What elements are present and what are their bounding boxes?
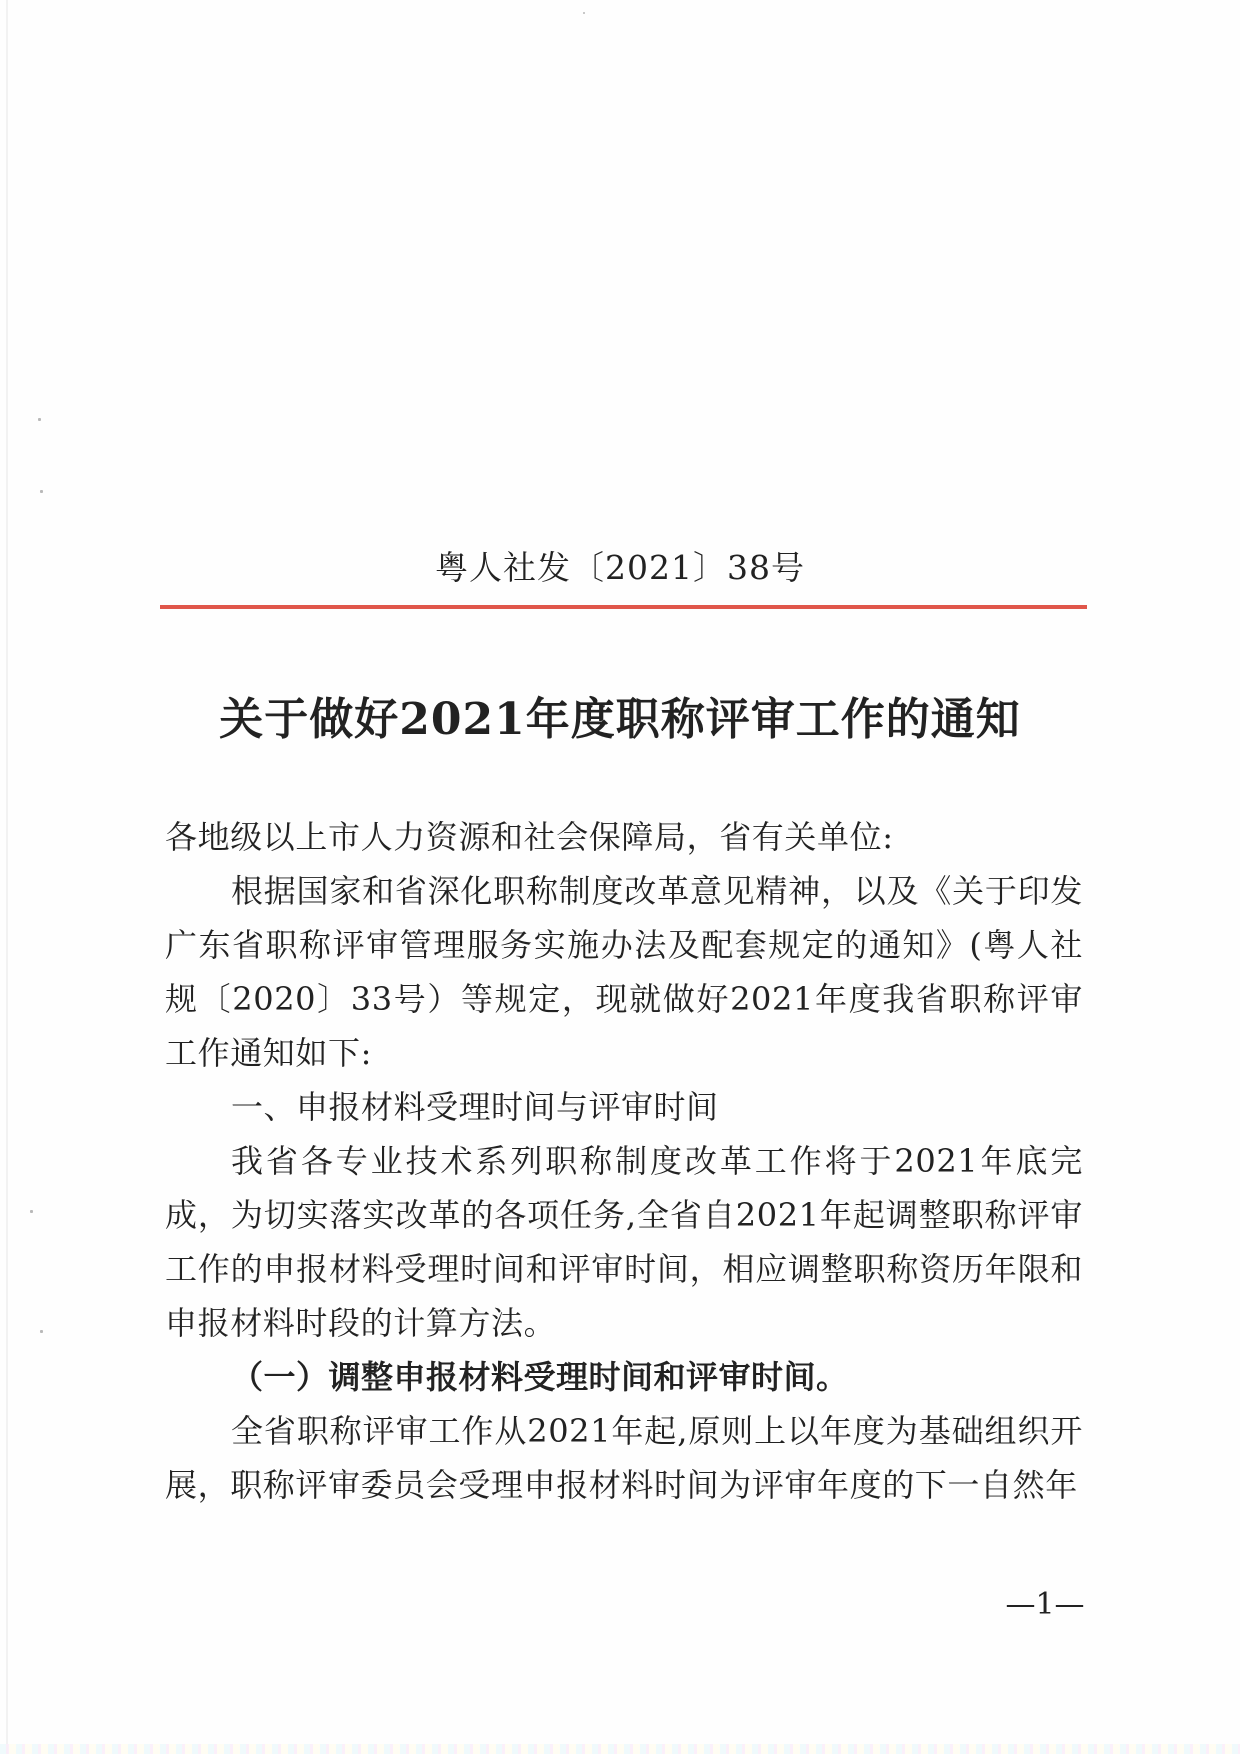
scan-speck (40, 1330, 43, 1333)
scan-edge (6, 0, 8, 1754)
scan-speck (40, 490, 43, 493)
document-body (165, 810, 1083, 1512)
paragraph-intro: 根据国家和省深化职称制度改革意见精神，以及《关于印发广东省职称评审管理服务实施办法及配套规定的通知》(粤人社规〔2020〕33号）等规定，现就做好2021年度我省职称评审工作通知如下: (165, 872, 1083, 1072)
red-divider-line (160, 605, 1087, 609)
addressee: 各地级以上市人力资源和社会保障局，省有关单位: (165, 818, 894, 856)
subsection-heading: （一）调整申报材料受理时间和评审时间。 (231, 1358, 849, 1396)
scan-speck (30, 1210, 33, 1213)
scan-speck (38, 418, 41, 421)
document-number: 粤人社发〔2021〕38号 (435, 548, 805, 587)
scan-speck (583, 12, 585, 14)
page-number: —1— (1005, 1587, 1085, 1622)
document-title: 关于做好2021年度职称评审工作的通知 (219, 694, 1021, 745)
section-heading: 一、申报材料受理时间与评审时间 (231, 1088, 719, 1126)
paragraph-subsection-1: 全省职称评审工作从2021年起,原则上以年度为基础组织开展，职称评审委员会受理申报材料时间为评审年度的下一自然年 (165, 1412, 1083, 1504)
paragraph-section-1: 我省各专业技术系列职称制度改革工作将于2021年底完成，为切实落实改革的各项任务,全省自2021年起调整职称评审工作的申报材料受理时间和评审时间，相应调整职称资历年限和申报材料时段的计算方法。 (165, 1142, 1083, 1342)
scan-bottom-edge (0, 1744, 1240, 1754)
